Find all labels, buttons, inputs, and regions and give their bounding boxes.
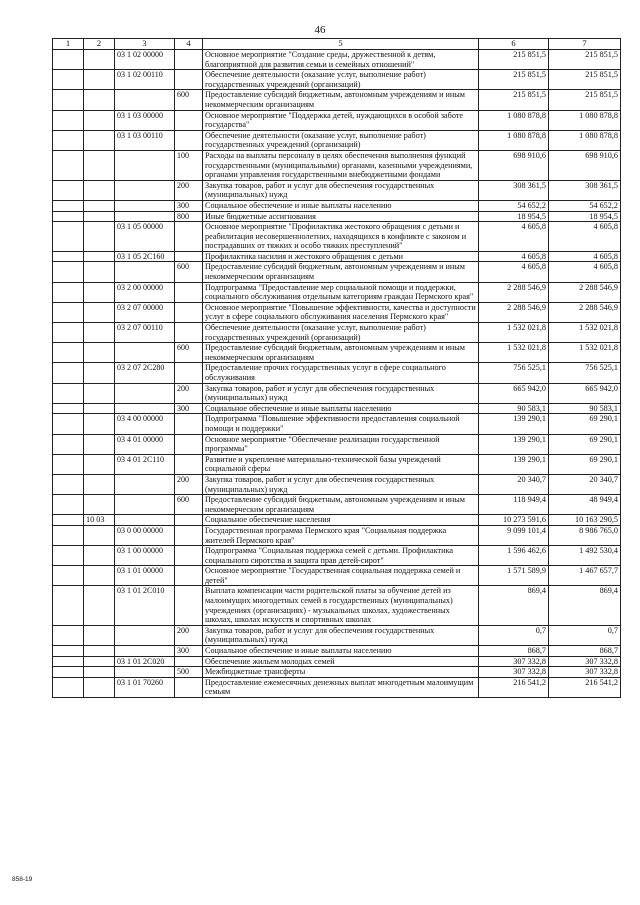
expense-type-cell: 200 [175, 474, 203, 494]
expense-type-cell [175, 323, 203, 343]
target-code-cell [115, 211, 175, 222]
amount-2019-cell: 1 596 462,6 [479, 546, 549, 566]
target-code-cell [115, 150, 175, 180]
table-row [53, 495, 621, 515]
blank-cell [53, 323, 84, 343]
header-cell: 1 [53, 39, 84, 50]
target-code-cell [115, 262, 175, 282]
target-code-cell [115, 495, 175, 515]
table-row [53, 363, 621, 383]
amount-2020-cell: 8 986 765,0 [549, 525, 621, 545]
expense-type-cell [175, 677, 203, 697]
target-code-cell: 03 1 02 00000 [115, 50, 175, 70]
table-row [53, 150, 621, 180]
target-code-cell [115, 474, 175, 494]
table-row [53, 50, 621, 70]
name-cell: Государственная программа Пермского края "Социальная поддержка жителей Пермского края" [203, 525, 479, 545]
amount-2019-cell: 216 541,2 [479, 677, 549, 697]
name-cell: Предоставление субсидий бюджетным, автономным учреждениям и иным некоммерческим организациям [203, 90, 479, 110]
expense-type-cell [175, 363, 203, 383]
blank-cell [53, 586, 84, 625]
amount-2019-cell: 869,4 [479, 586, 549, 625]
expense-type-cell [175, 656, 203, 667]
amount-2019-cell: 2 288 546,9 [479, 282, 549, 302]
table-row [53, 282, 621, 302]
table-header-row [53, 39, 621, 50]
blank-cell [53, 343, 84, 363]
amount-2019-cell: 308 361,5 [479, 180, 549, 200]
amount-2019-cell: 10 273 591,6 [479, 515, 549, 526]
table-row [53, 302, 621, 322]
table-row [53, 646, 621, 657]
expense-type-cell [175, 414, 203, 434]
table-row [53, 200, 621, 211]
blank-cell [53, 515, 84, 526]
section-cell [84, 625, 115, 645]
name-cell: Обеспечение деятельности (оказание услуг, выполнение работ) государственных учреждений (организаций) [203, 130, 479, 150]
target-code-cell: 03 2 07 00110 [115, 323, 175, 343]
amount-2019-cell: 665 942,0 [479, 383, 549, 403]
expense-type-cell: 300 [175, 403, 203, 414]
name-cell: Профилактика насилия и жестокого обращения с детьми [203, 251, 479, 262]
section-cell [84, 110, 115, 130]
table-row [53, 383, 621, 403]
section-cell [84, 586, 115, 625]
amount-2019-cell: 1 532 021,8 [479, 343, 549, 363]
amount-2020-cell: 18 954,5 [549, 211, 621, 222]
blank-cell [53, 282, 84, 302]
amount-2020-cell: 54 652,2 [549, 200, 621, 211]
blank-cell [53, 211, 84, 222]
blank-cell [53, 363, 84, 383]
name-cell: Закупка товаров, работ и услуг для обеспечения государственных (муниципальных) нужд [203, 383, 479, 403]
amount-2020-cell: 308 361,5 [549, 180, 621, 200]
name-cell: Социальное обеспечение и иные выплаты населению [203, 403, 479, 414]
table-row [53, 403, 621, 414]
table-row [53, 180, 621, 200]
table-row [53, 566, 621, 586]
blank-cell [53, 677, 84, 697]
section-cell [84, 251, 115, 262]
blank-cell [53, 150, 84, 180]
expense-type-cell [175, 566, 203, 586]
expense-type-cell: 200 [175, 180, 203, 200]
table-row [53, 262, 621, 282]
blank-cell [53, 525, 84, 545]
amount-2019-cell: 1 571 589,9 [479, 566, 549, 586]
header-cell: 5 [203, 39, 479, 50]
section-cell [84, 495, 115, 515]
name-cell: Обеспечение жильем молодых семей [203, 656, 479, 667]
page-number: 46 [314, 24, 326, 36]
table-row [53, 130, 621, 150]
target-code-cell: 03 1 00 00000 [115, 546, 175, 566]
name-cell: Закупка товаров, работ и услуг для обеспечения государственных (муниципальных) нужд [203, 474, 479, 494]
amount-2019-cell: 307 332,8 [479, 656, 549, 667]
section-cell [84, 403, 115, 414]
target-code-cell: 03 2 00 00000 [115, 282, 175, 302]
name-cell: Основное мероприятие "Повышение эффективности, качества и доступности услуг в сфере социального обслуживания населения Пермского края" [203, 302, 479, 322]
blank-cell [53, 474, 84, 494]
amount-2019-cell: 139 290,1 [479, 434, 549, 454]
amount-2019-cell: 118 949,4 [479, 495, 549, 515]
amount-2020-cell: 215 851,5 [549, 50, 621, 70]
target-code-cell [115, 180, 175, 200]
expense-type-cell [175, 282, 203, 302]
amount-2019-cell: 2 288 546,9 [479, 302, 549, 322]
amount-2020-cell: 1 080 878,8 [549, 110, 621, 130]
section-cell [84, 222, 115, 252]
expense-type-cell [175, 546, 203, 566]
amount-2020-cell: 216 541,2 [549, 677, 621, 697]
section-cell [84, 566, 115, 586]
table-row [53, 434, 621, 454]
amount-2019-cell: 1 080 878,8 [479, 130, 549, 150]
target-code-cell: 03 1 02 00110 [115, 70, 175, 90]
target-code-cell: 03 1 01 2C010 [115, 586, 175, 625]
name-cell: Обеспечение деятельности (оказание услуг, выполнение работ) государственных учреждений (организаций) [203, 323, 479, 343]
section-cell [84, 90, 115, 110]
section-cell [84, 434, 115, 454]
amount-2020-cell: 698 910,6 [549, 150, 621, 180]
amount-2019-cell: 215 851,5 [479, 70, 549, 90]
amount-2020-cell: 20 340,7 [549, 474, 621, 494]
target-code-cell: 03 2 07 2C280 [115, 363, 175, 383]
expense-type-cell: 600 [175, 262, 203, 282]
name-cell: Расходы на выплаты персоналу в целях обеспечения выполнения функций государственными (муниципальными) органами, казенными учреждениями, органами управления государственными внебюджетными фондами [203, 150, 479, 180]
target-code-cell: 03 1 01 2C020 [115, 656, 175, 667]
target-code-cell [115, 343, 175, 363]
section-cell [84, 180, 115, 200]
target-code-cell: 03 1 05 00000 [115, 222, 175, 252]
name-cell: Развитие и укрепление материально-технической базы учреждений социальной сферы [203, 454, 479, 474]
budget-table [52, 38, 621, 698]
target-code-cell [115, 200, 175, 211]
table-row [53, 211, 621, 222]
section-cell [84, 282, 115, 302]
amount-2020-cell: 69 290,1 [549, 434, 621, 454]
expense-type-cell [175, 251, 203, 262]
name-cell: Межбюджетные трансферты [203, 667, 479, 678]
name-cell: Предоставление субсидий бюджетным, автономным учреждениям и иным некоммерческим организациям [203, 262, 479, 282]
section-cell [84, 525, 115, 545]
target-code-cell: 03 0 00 00000 [115, 525, 175, 545]
name-cell: Социальное обеспечение и иные выплаты населению [203, 646, 479, 657]
blank-cell [53, 403, 84, 414]
table-row [53, 414, 621, 434]
table-row [53, 454, 621, 474]
expense-type-cell [175, 586, 203, 625]
amount-2019-cell: 4 605,8 [479, 222, 549, 252]
table-row [53, 90, 621, 110]
table-row [53, 586, 621, 625]
amount-2020-cell: 869,4 [549, 586, 621, 625]
table-row [53, 110, 621, 130]
name-cell: Основное мероприятие "Создание среды, дружественной к детям, благоприятной для развития семьи и семейных отношений" [203, 50, 479, 70]
name-cell: Основное мероприятие "Государственная социальная поддержка семей и детей" [203, 566, 479, 586]
amount-2020-cell: 307 332,8 [549, 656, 621, 667]
name-cell: Подпрограмма "Предоставление мер социальной помощи и поддержки, социального обслуживания отдельным категориям граждан Пермского края" [203, 282, 479, 302]
target-code-cell [115, 667, 175, 678]
amount-2019-cell: 868,7 [479, 646, 549, 657]
section-cell [84, 50, 115, 70]
amount-2019-cell: 139 290,1 [479, 414, 549, 434]
header-cell: 6 [479, 39, 549, 50]
name-cell: Основное мероприятие "Обеспечение реализации государственной программы" [203, 434, 479, 454]
section-cell [84, 130, 115, 150]
table-row [53, 625, 621, 645]
amount-2020-cell: 1 532 021,8 [549, 343, 621, 363]
blank-cell [53, 262, 84, 282]
name-cell: Подпрограмма "Повышение эффективности предоставления социальной помощи и поддержки" [203, 414, 479, 434]
table-row [53, 515, 621, 526]
blank-cell [53, 222, 84, 252]
expense-type-cell [175, 50, 203, 70]
expense-type-cell: 100 [175, 150, 203, 180]
header-cell: 3 [115, 39, 175, 50]
amount-2020-cell: 2 288 546,9 [549, 302, 621, 322]
name-cell: Социальное обеспечение населения [203, 515, 479, 526]
blank-cell [53, 414, 84, 434]
amount-2020-cell: 69 290,1 [549, 414, 621, 434]
target-code-cell: 03 1 03 00110 [115, 130, 175, 150]
table-row [53, 222, 621, 252]
name-cell: Выплата компенсации части родительской платы за обучение детей из малоимущих многодетных семей в государственных (муниципальных) учреждениях (организациях) - музыкальных школах, художественных школах, школах искусств и спортивных школах [203, 586, 479, 625]
table-row [53, 70, 621, 90]
name-cell: Предоставление субсидий бюджетным, автономным учреждениям и иным некоммерческим организациям [203, 495, 479, 515]
target-code-cell: 03 1 05 2C160 [115, 251, 175, 262]
amount-2019-cell: 307 332,8 [479, 667, 549, 678]
blank-cell [53, 90, 84, 110]
amount-2019-cell: 1 532 021,8 [479, 323, 549, 343]
name-cell: Иные бюджетные ассигнования [203, 211, 479, 222]
section-cell [84, 211, 115, 222]
table-row [53, 546, 621, 566]
amount-2020-cell: 4 605,8 [549, 262, 621, 282]
amount-2020-cell: 69 290,1 [549, 454, 621, 474]
blank-cell [53, 110, 84, 130]
name-cell: Предоставление ежемесячных денежных выплат многодетным малоимущим семьям [203, 677, 479, 697]
amount-2020-cell: 307 332,8 [549, 667, 621, 678]
amount-2020-cell: 90 583,1 [549, 403, 621, 414]
name-cell: Закупка товаров, работ и услуг для обеспечения государственных (муниципальных) нужд [203, 180, 479, 200]
name-cell: Предоставление субсидий бюджетным, автономным учреждениям и иным некоммерческим организациям [203, 343, 479, 363]
section-cell [84, 200, 115, 211]
expense-type-cell [175, 454, 203, 474]
section-cell [84, 677, 115, 697]
section-cell [84, 667, 115, 678]
amount-2020-cell: 1 467 657,7 [549, 566, 621, 586]
amount-2020-cell: 1 492 530,4 [549, 546, 621, 566]
expense-type-cell: 300 [175, 200, 203, 211]
amount-2019-cell: 215 851,5 [479, 90, 549, 110]
expense-type-cell [175, 302, 203, 322]
amount-2019-cell: 0,7 [479, 625, 549, 645]
section-cell [84, 323, 115, 343]
amount-2020-cell: 868,7 [549, 646, 621, 657]
expense-type-cell: 500 [175, 667, 203, 678]
blank-cell [53, 667, 84, 678]
amount-2020-cell: 1 080 878,8 [549, 130, 621, 150]
target-code-cell: 03 2 07 00000 [115, 302, 175, 322]
amount-2019-cell: 1 080 878,8 [479, 110, 549, 130]
amount-2019-cell: 20 340,7 [479, 474, 549, 494]
target-code-cell: 03 1 03 00000 [115, 110, 175, 130]
blank-cell [53, 566, 84, 586]
blank-cell [53, 180, 84, 200]
table-row [53, 474, 621, 494]
amount-2020-cell: 215 851,5 [549, 90, 621, 110]
target-code-cell [115, 383, 175, 403]
blank-cell [53, 302, 84, 322]
name-cell: Подпрограмма "Социальная поддержка семей с детьми. Профилактика социального сиротства и защита прав детей-сирот" [203, 546, 479, 566]
table-row [53, 343, 621, 363]
expense-type-cell [175, 70, 203, 90]
expense-type-cell: 200 [175, 625, 203, 645]
expense-type-cell: 800 [175, 211, 203, 222]
expense-type-cell: 600 [175, 90, 203, 110]
section-cell [84, 363, 115, 383]
table-row [53, 323, 621, 343]
section-cell [84, 343, 115, 363]
table-row [53, 525, 621, 545]
amount-2020-cell: 48 949,4 [549, 495, 621, 515]
document-stamp: 858-19 [12, 876, 33, 883]
expense-type-cell: 600 [175, 343, 203, 363]
target-code-cell [115, 90, 175, 110]
name-cell: Основное мероприятие "Поддержка детей, нуждающихся в особой заботе государства" [203, 110, 479, 130]
section-cell [84, 262, 115, 282]
target-code-cell: 03 4 01 2C110 [115, 454, 175, 474]
header-cell: 2 [84, 39, 115, 50]
name-cell: Социальное обеспечение и иные выплаты населению [203, 200, 479, 211]
blank-cell [53, 383, 84, 403]
section-cell [84, 150, 115, 180]
section-cell [84, 656, 115, 667]
table-row [53, 656, 621, 667]
expense-type-cell: 200 [175, 383, 203, 403]
section-cell [84, 454, 115, 474]
target-code-cell: 03 4 01 00000 [115, 434, 175, 454]
amount-2019-cell: 698 910,6 [479, 150, 549, 180]
amount-2020-cell: 4 605,8 [549, 251, 621, 262]
expense-type-cell [175, 130, 203, 150]
expense-type-cell [175, 434, 203, 454]
expense-type-cell: 600 [175, 495, 203, 515]
section-cell [84, 70, 115, 90]
blank-cell [53, 454, 84, 474]
section-cell [84, 383, 115, 403]
target-code-cell: 03 4 00 00000 [115, 414, 175, 434]
blank-cell [53, 70, 84, 90]
target-code-cell [115, 403, 175, 414]
blank-cell [53, 625, 84, 645]
amount-2019-cell: 90 583,1 [479, 403, 549, 414]
section-cell [84, 646, 115, 657]
section-cell [84, 474, 115, 494]
blank-cell [53, 434, 84, 454]
amount-2019-cell: 54 652,2 [479, 200, 549, 211]
blank-cell [53, 200, 84, 211]
header-cell: 7 [549, 39, 621, 50]
amount-2020-cell: 1 532 021,8 [549, 323, 621, 343]
expense-type-cell [175, 525, 203, 545]
name-cell: Предоставление прочих государственных услуг в сфере социального обслуживания [203, 363, 479, 383]
expense-type-cell [175, 515, 203, 526]
blank-cell [53, 656, 84, 667]
expense-type-cell: 300 [175, 646, 203, 657]
amount-2020-cell: 0,7 [549, 625, 621, 645]
amount-2019-cell: 4 605,8 [479, 251, 549, 262]
name-cell: Закупка товаров, работ и услуг для обеспечения государственных (муниципальных) нужд [203, 625, 479, 645]
amount-2020-cell: 665 942,0 [549, 383, 621, 403]
blank-cell [53, 495, 84, 515]
amount-2019-cell: 215 851,5 [479, 50, 549, 70]
blank-cell [53, 646, 84, 657]
amount-2020-cell: 10 163 290,5 [549, 515, 621, 526]
target-code-cell [115, 646, 175, 657]
header-cell: 4 [175, 39, 203, 50]
blank-cell [53, 50, 84, 70]
expense-type-cell [175, 110, 203, 130]
section-cell: 10 03 [84, 515, 115, 526]
table-row [53, 677, 621, 697]
target-code-cell [115, 625, 175, 645]
amount-2019-cell: 756 525,1 [479, 363, 549, 383]
target-code-cell: 03 1 01 00000 [115, 566, 175, 586]
amount-2020-cell: 215 851,5 [549, 70, 621, 90]
blank-cell [53, 251, 84, 262]
amount-2020-cell: 4 605,8 [549, 222, 621, 252]
target-code-cell: 03 1 01 70260 [115, 677, 175, 697]
section-cell [84, 546, 115, 566]
section-cell [84, 414, 115, 434]
blank-cell [53, 130, 84, 150]
name-cell: Основное мероприятие "Профилактика жестокого обращения с детьми и реабилитация несовершеннолетних, находящихся в конфликте с законом и пострадавших от тяжких и особо тяжких преступлений" [203, 222, 479, 252]
amount-2020-cell: 2 288 546,9 [549, 282, 621, 302]
name-cell: Обеспечение деятельности (оказание услуг, выполнение работ) государственных учреждений (организаций) [203, 70, 479, 90]
section-cell [84, 302, 115, 322]
blank-cell [53, 546, 84, 566]
amount-2019-cell: 9 099 101,4 [479, 525, 549, 545]
table-row [53, 251, 621, 262]
amount-2019-cell: 4 605,8 [479, 262, 549, 282]
amount-2019-cell: 139 290,1 [479, 454, 549, 474]
table-row [53, 667, 621, 678]
target-code-cell [115, 515, 175, 526]
amount-2019-cell: 18 954,5 [479, 211, 549, 222]
amount-2020-cell: 756 525,1 [549, 363, 621, 383]
expense-type-cell [175, 222, 203, 252]
